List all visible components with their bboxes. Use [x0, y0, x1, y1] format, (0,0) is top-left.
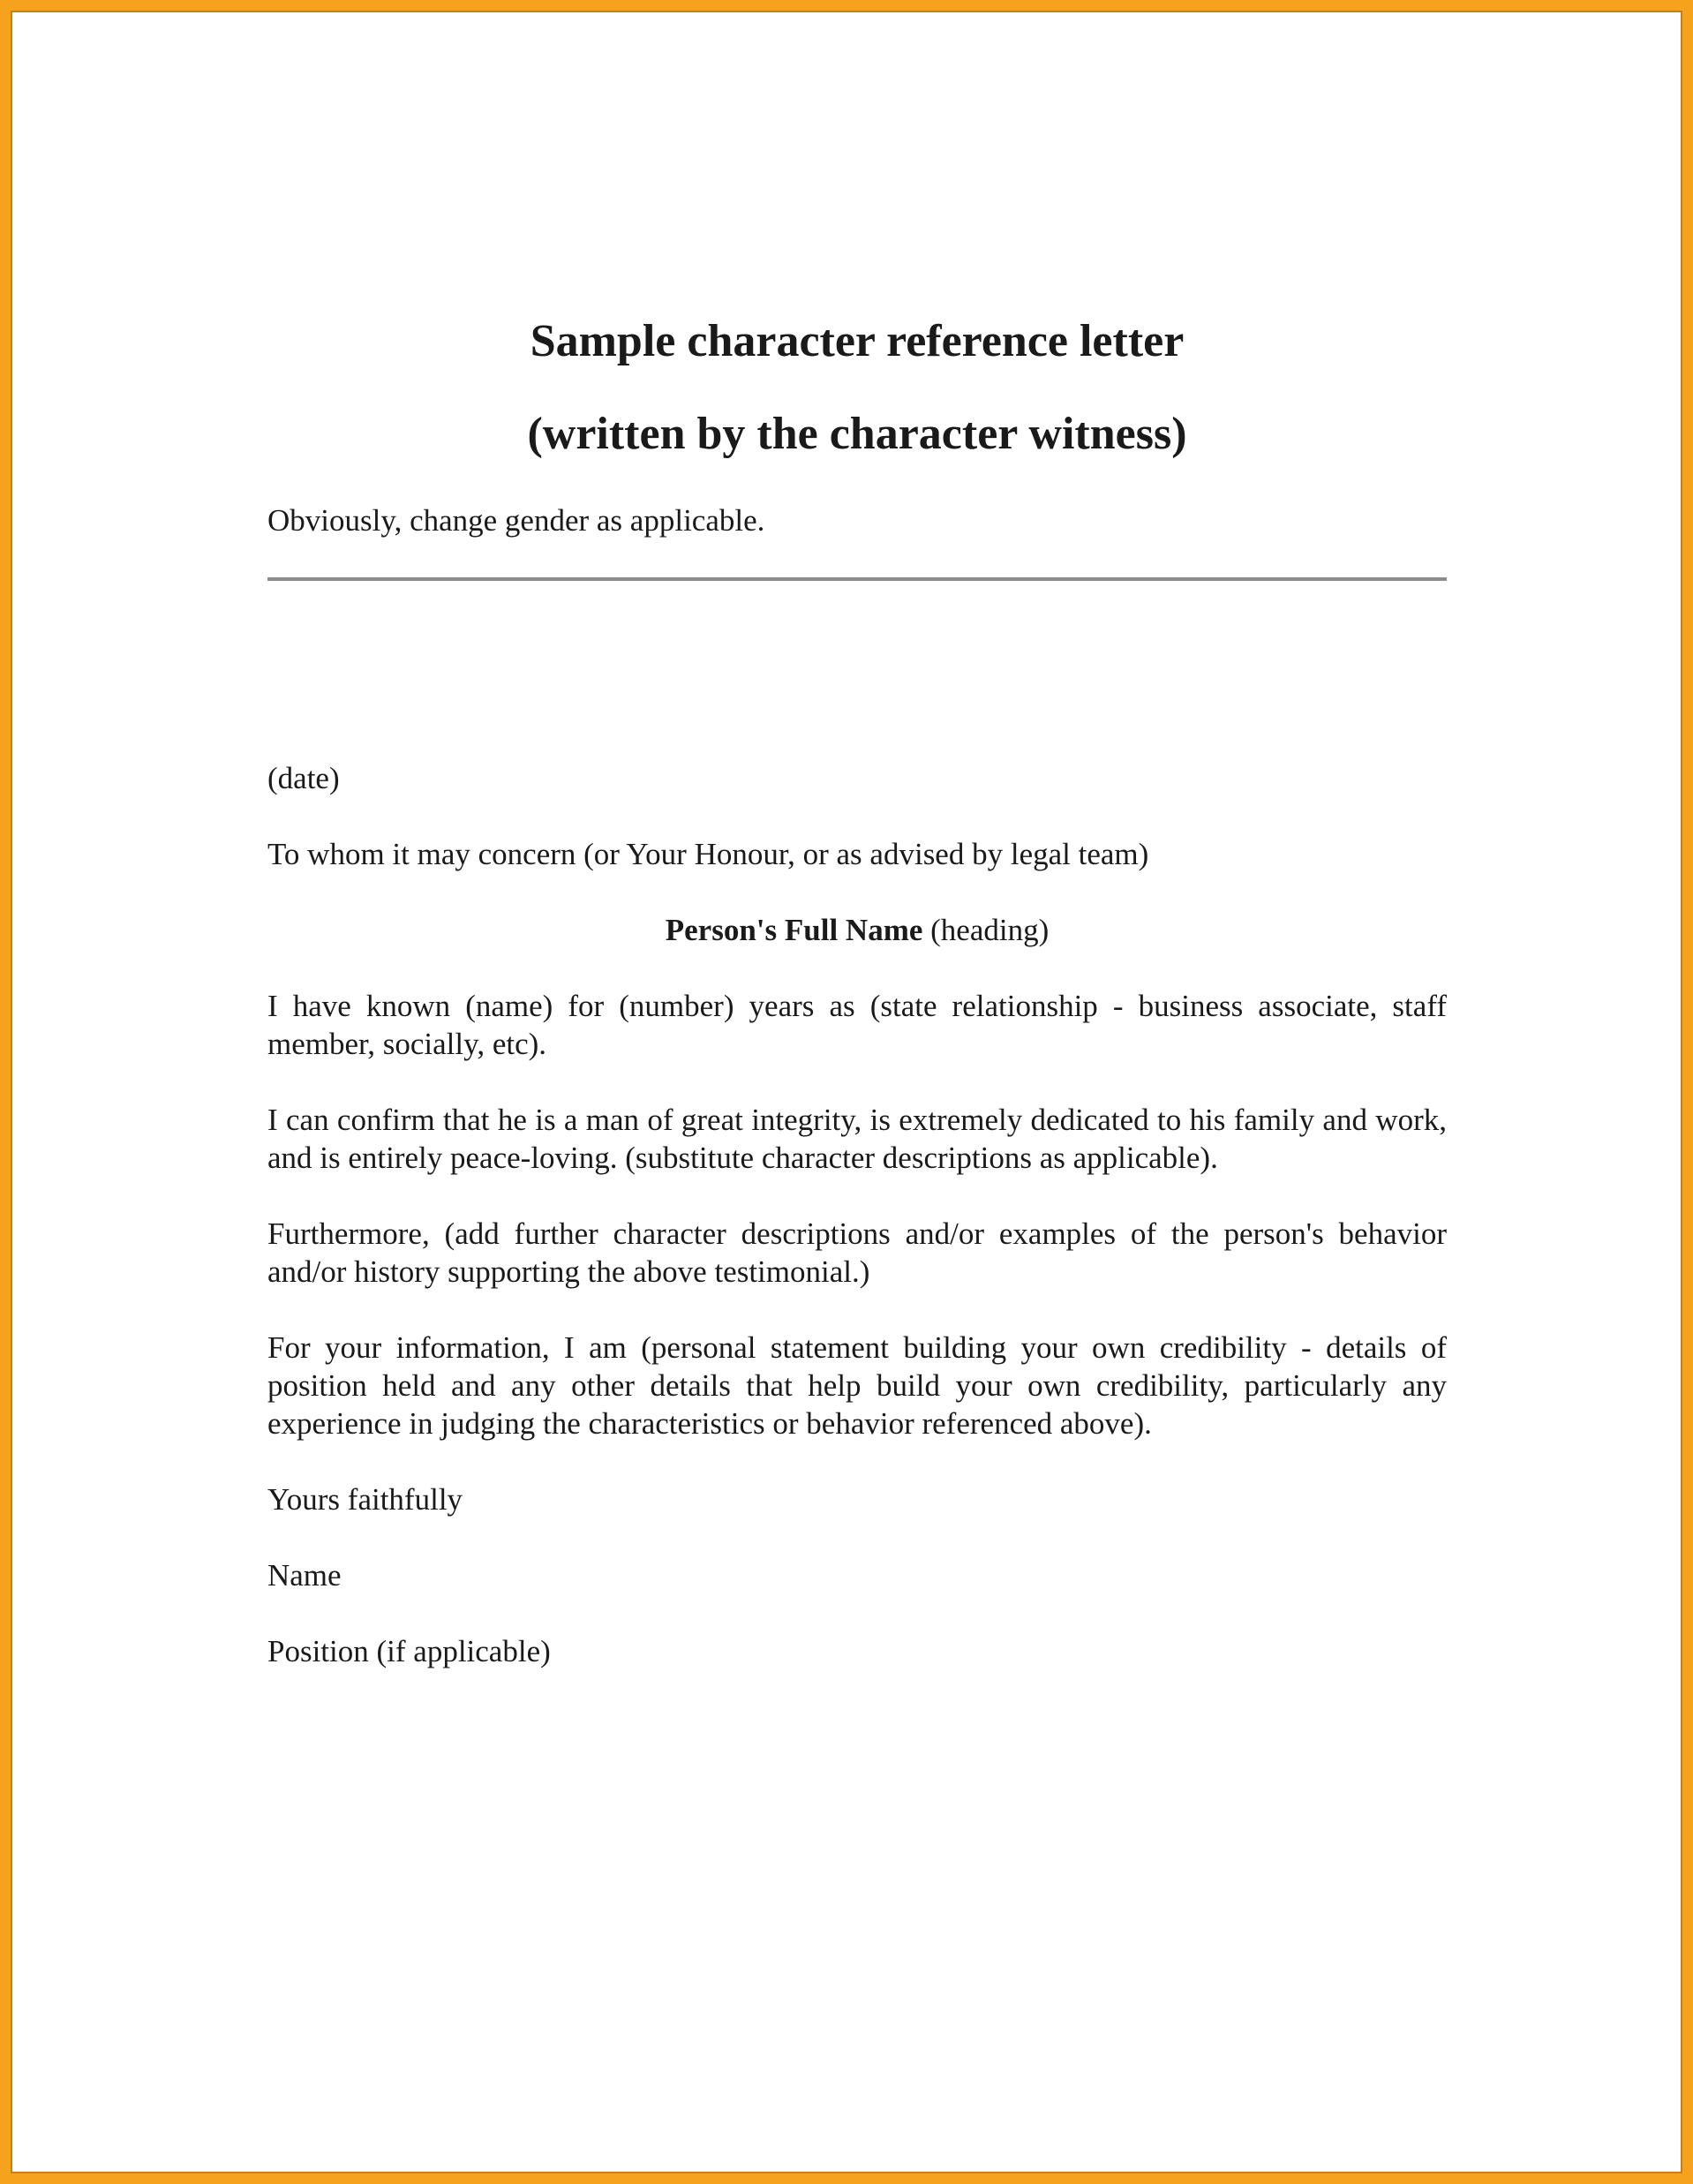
paragraph-furthermore: Furthermore, (add further character descriptions and/or examples of the person's behavior and/or history supporting the above testimonial.) — [267, 1216, 1447, 1289]
person-heading-suffix: (heading) — [922, 913, 1050, 947]
date-placeholder: (date) — [267, 761, 340, 795]
paragraph-relationship: I have known (name) for (number) years as (state relationship - business associate, staff member, socially, etc). — [267, 989, 1447, 1061]
signature-name: Name — [267, 1558, 342, 1593]
salutation: To whom it may concern (or Your Honour, or as advised by legal team) — [267, 837, 1149, 871]
closing: Yours faithfully — [267, 1482, 463, 1517]
letter-title: Sample character reference letter — [530, 316, 1185, 366]
divider-rule — [267, 577, 1447, 581]
paragraph-integrity: I can confirm that he is a man of great integrity, is extremely dedicated to his family and work, and is entirely peace-loving. (substitute character descriptions as applicable). — [267, 1103, 1447, 1175]
person-heading-name: Person's Full Name — [665, 913, 923, 947]
signature-position: Position (if applicable) — [267, 1634, 551, 1668]
gender-note: Obviously, change gender as applicable. — [267, 503, 765, 538]
letter-subtitle: (written by the character witness) — [527, 409, 1187, 459]
person-heading — [267, 911, 1447, 949]
paragraph-credibility: For your information, I am (personal statement building your own credibility - details of position held and any other details that help build your own credibility, particularly any experience in judging the characteristics or behavior referenced above). — [267, 1330, 1447, 1441]
